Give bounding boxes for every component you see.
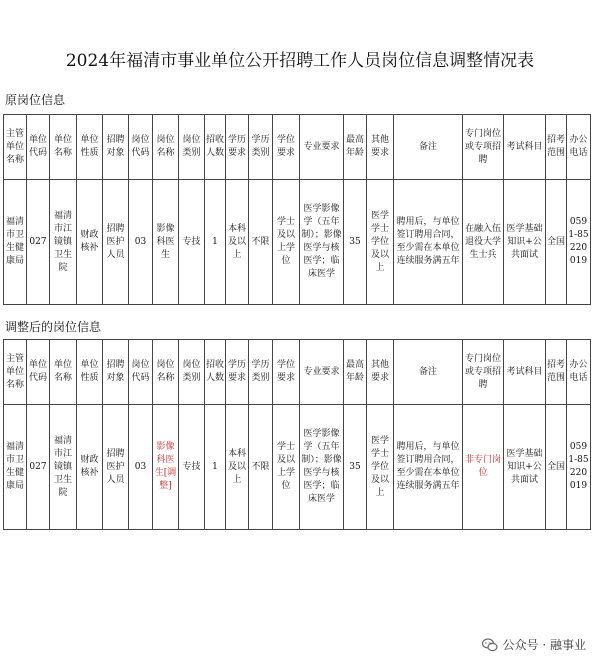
table-cell: 医学基础知识+公共面试 bbox=[504, 405, 546, 530]
header-cell: 岗位代码 bbox=[129, 115, 153, 180]
header-cell: 岗位代码 bbox=[129, 340, 153, 405]
table-cell: 招聘医护人员 bbox=[103, 180, 129, 305]
header-cell: 岗位名称 bbox=[153, 340, 179, 405]
header-cell: 其他要求 bbox=[367, 340, 394, 405]
adjusted-position-table bbox=[3, 339, 591, 530]
table-cell: 医学影像学（五年制）；影像医学与核医学；临床医学 bbox=[300, 180, 344, 305]
header-cell: 专业要求 bbox=[300, 115, 344, 180]
table-cell: 35 bbox=[344, 405, 367, 530]
table-cell: 福清市卫生健康局 bbox=[4, 405, 27, 530]
header-cell: 单位名称 bbox=[50, 115, 77, 180]
header-cell: 岗位名称 bbox=[153, 115, 179, 180]
table-row bbox=[4, 180, 591, 305]
table-cell: 医学影像学（五年制）；影像医学与核医学；临床医学 bbox=[300, 405, 344, 530]
header-cell: 单位代码 bbox=[27, 340, 50, 405]
header-cell: 学位要求 bbox=[273, 340, 300, 405]
table-cell: 0591-85220019 bbox=[567, 180, 591, 305]
table-cell: 027 bbox=[27, 180, 50, 305]
header-cell: 专门岗位或专项招聘 bbox=[463, 115, 504, 180]
table-cell: 本科及以上 bbox=[226, 405, 249, 530]
header-cell: 考试科目 bbox=[504, 340, 546, 405]
original-section-label: 原岗位信息 bbox=[5, 93, 66, 107]
header-cell: 招考范围 bbox=[546, 340, 567, 405]
header-cell: 招聘对象 bbox=[103, 115, 129, 180]
table-cell: 福清市卫生健康局 bbox=[4, 180, 27, 305]
header-cell: 学历要求 bbox=[226, 115, 249, 180]
watermark bbox=[482, 636, 586, 653]
table-cell: 招聘医护人员 bbox=[103, 405, 129, 530]
table-cell: 不限 bbox=[249, 180, 273, 305]
header-cell: 岗位类别 bbox=[179, 340, 205, 405]
header-cell: 招收人数 bbox=[205, 340, 226, 405]
table-cell: 医学学士学位及以上 bbox=[367, 180, 394, 305]
table-row bbox=[4, 405, 591, 530]
table-cell: 专技 bbox=[179, 405, 205, 530]
header-cell: 办公电话 bbox=[567, 115, 591, 180]
header-cell: 其他要求 bbox=[367, 115, 394, 180]
table-cell: 1 bbox=[205, 180, 226, 305]
header-cell: 学历要求 bbox=[226, 340, 249, 405]
table-cell: 医学学士学位及以上 bbox=[367, 405, 394, 530]
header-cell: 最高年龄 bbox=[344, 115, 367, 180]
header-cell: 单位性质 bbox=[77, 115, 103, 180]
header-cell: 学历类别 bbox=[249, 115, 273, 180]
wechat-icon bbox=[482, 638, 498, 652]
header-cell: 招聘对象 bbox=[103, 340, 129, 405]
table-header-row bbox=[4, 115, 591, 180]
header-cell: 备注 bbox=[394, 115, 463, 180]
table-cell: 本科及以上 bbox=[226, 180, 249, 305]
header-cell: 学历类别 bbox=[249, 340, 273, 405]
header-cell: 主管单位名称 bbox=[4, 340, 27, 405]
table-cell: 福清市江镜镇卫生院 bbox=[50, 180, 77, 305]
watermark-text: 公众号 · 融事业 bbox=[502, 638, 586, 652]
table-cell: 财政核补 bbox=[77, 180, 103, 305]
header-cell: 岗位类别 bbox=[179, 115, 205, 180]
header-cell: 学位要求 bbox=[273, 115, 300, 180]
header-cell: 主管单位名称 bbox=[4, 115, 27, 180]
table-cell: 学士及以上学位 bbox=[273, 405, 300, 530]
table-cell: 0591-85220019 bbox=[567, 405, 591, 530]
table-cell: 专技 bbox=[179, 180, 205, 305]
table-cell: 聘用后，与单位签订聘用合同，至少需在本单位连续服务满五年 bbox=[394, 180, 463, 305]
header-cell: 备注 bbox=[394, 340, 463, 405]
header-cell: 单位性质 bbox=[77, 340, 103, 405]
table-cell: 不限 bbox=[249, 405, 273, 530]
adjusted-position-name-cell: 影像科医生[调整] bbox=[153, 405, 179, 530]
table-cell: 全国 bbox=[546, 405, 567, 530]
table-cell: 35 bbox=[344, 180, 367, 305]
table-cell: 财政核补 bbox=[77, 405, 103, 530]
original-position-table bbox=[3, 114, 591, 305]
header-cell: 单位代码 bbox=[27, 115, 50, 180]
table-cell: 学士及以上学位 bbox=[273, 180, 300, 305]
header-cell: 单位名称 bbox=[50, 340, 77, 405]
table-cell: 聘用后，与单位签订聘用合同，至少需在本单位连续服务满五年 bbox=[394, 405, 463, 530]
header-cell: 考试科目 bbox=[504, 115, 546, 180]
header-cell: 招考范围 bbox=[546, 115, 567, 180]
header-cell: 招收人数 bbox=[205, 115, 226, 180]
page-title: 2024年福清市事业单位公开招聘工作人员岗位信息调整情况表 bbox=[65, 51, 535, 71]
header-cell: 办公电话 bbox=[567, 340, 591, 405]
table-header-row bbox=[4, 340, 591, 405]
adjusted-special-recruit-cell: 非专门岗位 bbox=[463, 405, 504, 530]
table-cell: 在融入伍退役大学生士兵 bbox=[463, 180, 504, 305]
table-cell: 03 bbox=[129, 180, 153, 305]
table-cell: 03 bbox=[129, 405, 153, 530]
table-cell: 医学基础知识+公共面试 bbox=[504, 180, 546, 305]
table-cell: 全国 bbox=[546, 180, 567, 305]
adjusted-section-label: 调整后的岗位信息 bbox=[5, 320, 102, 334]
table-cell: 福清市江镜镇卫生院 bbox=[50, 405, 77, 530]
table-cell: 1 bbox=[205, 405, 226, 530]
header-cell: 最高年龄 bbox=[344, 340, 367, 405]
header-cell: 专门岗位或专项招聘 bbox=[463, 340, 504, 405]
table-cell: 027 bbox=[27, 405, 50, 530]
table-cell: 影像科医生 bbox=[153, 180, 179, 305]
header-cell: 专业要求 bbox=[300, 340, 344, 405]
